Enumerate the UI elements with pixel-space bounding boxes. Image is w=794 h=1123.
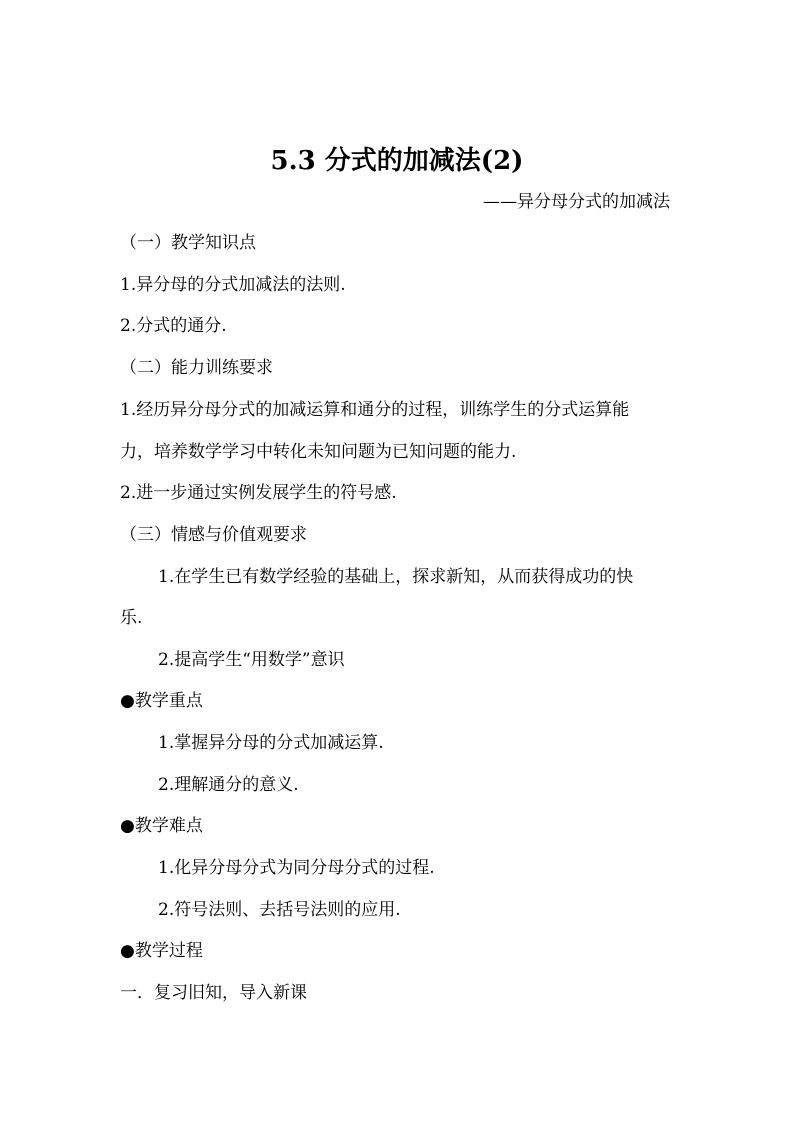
ability-item-1-line-1: 1.经历异分母分式的加减运算和通分的过程，训练学生的分式运算能 <box>120 400 630 420</box>
page-title: 5.3 分式的加减法(2) <box>270 146 524 176</box>
values-item-1-line-2: 乐. <box>120 608 143 628</box>
section-heading-ability: （二）能力训练要求 <box>120 358 273 378</box>
values-item-1-line-1: 1.在学生已有数学经验的基础上，探求新知，从而获得成功的快 <box>158 567 634 587</box>
section-heading-values: （三）情感与价值观要求 <box>120 525 307 545</box>
ability-item-2: 2.进一步通过实例发展学生的符号感. <box>120 483 397 503</box>
key-point-item-1: 1.掌握异分母的分式加减运算. <box>158 733 384 753</box>
difficulty-item-2: 2.符号法则、去括号法则的应用. <box>158 900 401 920</box>
knowledge-item-2: 2.分式的通分. <box>120 316 227 336</box>
key-points-heading: ●教学重点 <box>120 691 203 711</box>
ability-item-1-line-2: 力，培养数学学习中转化未知问题为已知问题的能力. <box>120 442 517 462</box>
key-point-item-2: 2.理解通分的意义. <box>158 775 299 795</box>
difficulties-heading: ●教学难点 <box>120 816 203 836</box>
values-item-2: 2.提高学生“用数学”意识 <box>158 650 345 670</box>
process-heading: ●教学过程 <box>120 941 203 961</box>
section-heading-knowledge: （一）教学知识点 <box>120 233 256 253</box>
knowledge-item-1: 1.异分母的分式加减法的法则. <box>120 275 346 295</box>
subtitle: ——异分母分式的加减法 <box>483 192 670 212</box>
process-step-1: 一．复习旧知，导入新课 <box>120 983 307 1003</box>
difficulty-item-1: 1.化异分母分式为同分母分式的过程. <box>158 858 435 878</box>
